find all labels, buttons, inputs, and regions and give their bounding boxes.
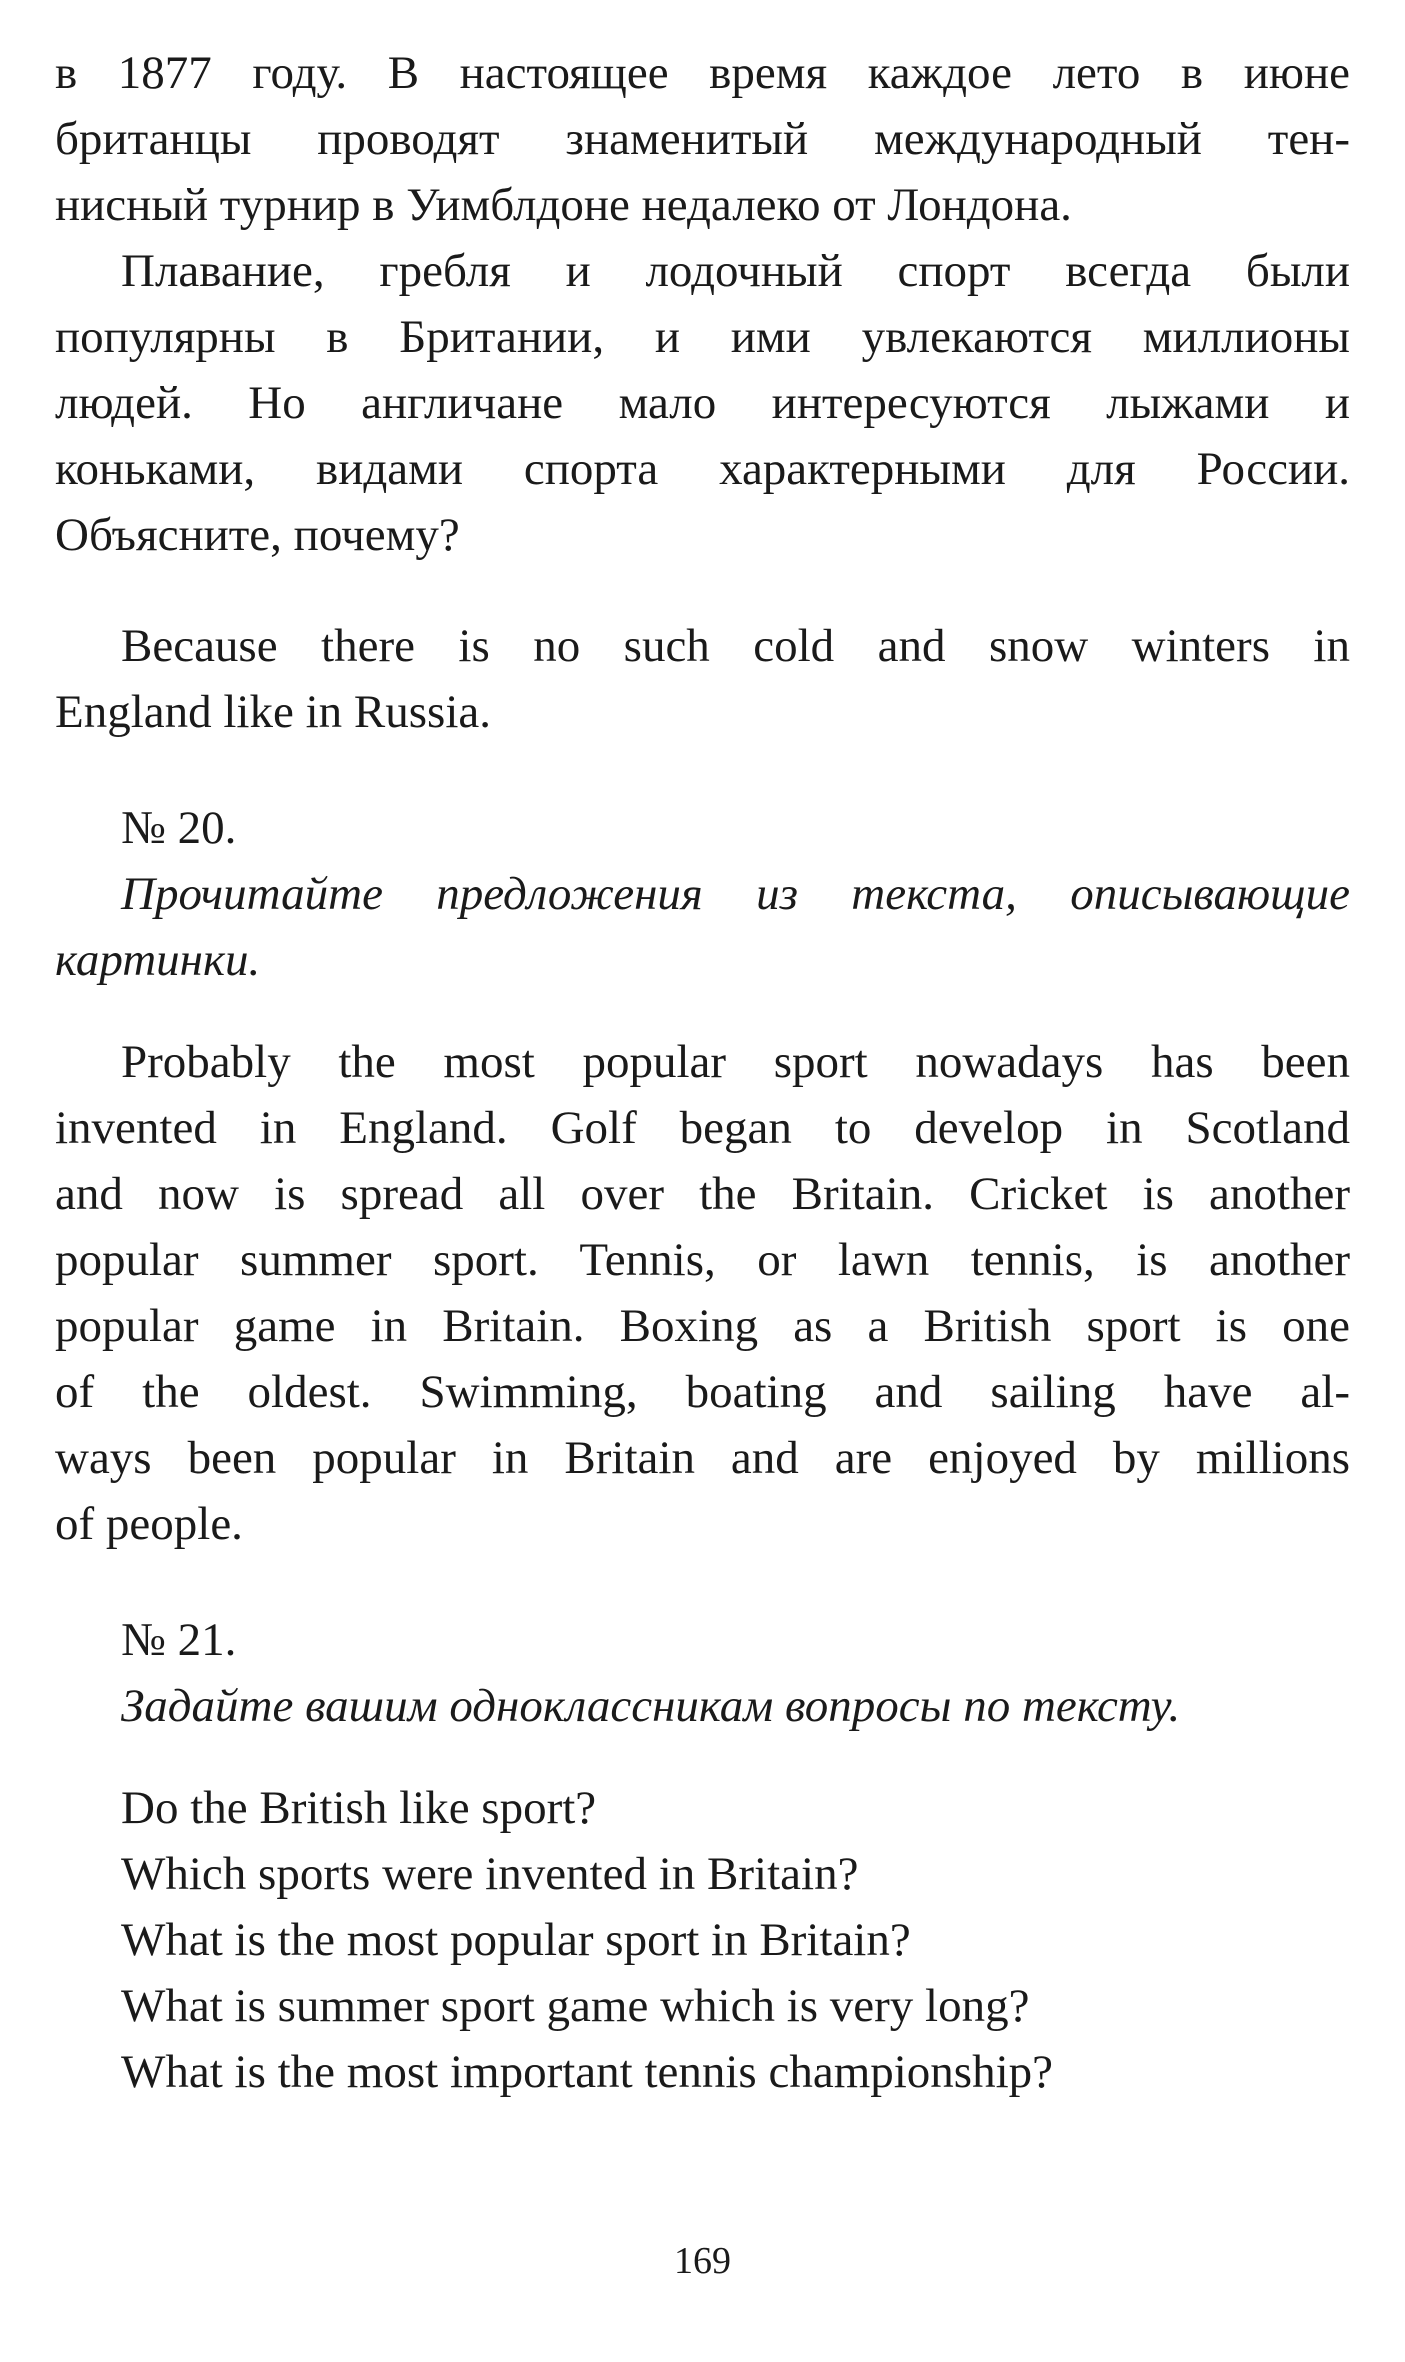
text-line: коньками, видами спорта характерными для России. [55, 443, 1350, 495]
exercise-instruction: Прочитайте предложения из текста, описывающие [121, 868, 1350, 920]
exercise-number: № 20. [121, 802, 237, 854]
page-number: 169 [674, 2240, 731, 2282]
text-line: Probably the most popular sport nowadays has been [121, 1036, 1350, 1088]
question-item: What is the most popular sport in Britain? [121, 1914, 911, 1966]
text-line: Because there is no such cold and snow winters in [121, 620, 1350, 672]
paragraph-swimming [55, 238, 1350, 568]
answer-paragraph [55, 613, 1350, 745]
question-item: What is the most important tennis championship? [121, 2046, 1054, 2098]
text-line: popular game in Britain. Boxing as a British sport is one [55, 1300, 1350, 1352]
page-content [55, 40, 1350, 2105]
text-line: британцы проводят знаменитый международный тен- [55, 113, 1350, 165]
text-line: England like in Russia. [55, 686, 492, 738]
text-line: популярны в Британии, и ими увлекаются миллионы [55, 311, 1350, 363]
exercise-instruction: картинки. [55, 934, 261, 986]
paragraph-wimbledon [55, 40, 1350, 238]
question-item: Do the British like sport? [121, 1782, 597, 1834]
text-line: Плавание, гребля и лодочный спорт всегда были [121, 245, 1350, 297]
exercise-instruction: Задайте вашим одноклассникам вопросы по тексту. [121, 1680, 1181, 1732]
text-line: of the oldest. Swimming, boating and sailing have al- [55, 1366, 1350, 1418]
exercise-number: № 21. [121, 1614, 237, 1666]
question-item: What is summer sport game which is very long? [121, 1980, 1030, 2032]
text-line: Объясните, почему? [55, 509, 460, 561]
text-line: invented in England. Golf began to develop in Scotland [55, 1102, 1350, 1154]
exercise-20 [55, 795, 1350, 1557]
text-line: of people. [55, 1498, 243, 1550]
text-line: ways been popular in Britain and are enjoyed by millions [55, 1432, 1350, 1484]
text-line: and now is spread all over the Britain. Cricket is another [55, 1168, 1350, 1220]
text-line: в 1877 году. В настоящее время каждое лето в июне [55, 47, 1350, 99]
text-line: нисный турнир в Уимблдоне недалеко от Лондона. [55, 179, 1072, 231]
exercise-21 [55, 1607, 1350, 2105]
text-line: людей. Но англичане мало интересуются лыжами и [55, 377, 1350, 429]
question-item: Which sports were invented in Britain? [121, 1848, 859, 1900]
text-line: popular summer sport. Tennis, or lawn tennis, is another [55, 1234, 1350, 1286]
